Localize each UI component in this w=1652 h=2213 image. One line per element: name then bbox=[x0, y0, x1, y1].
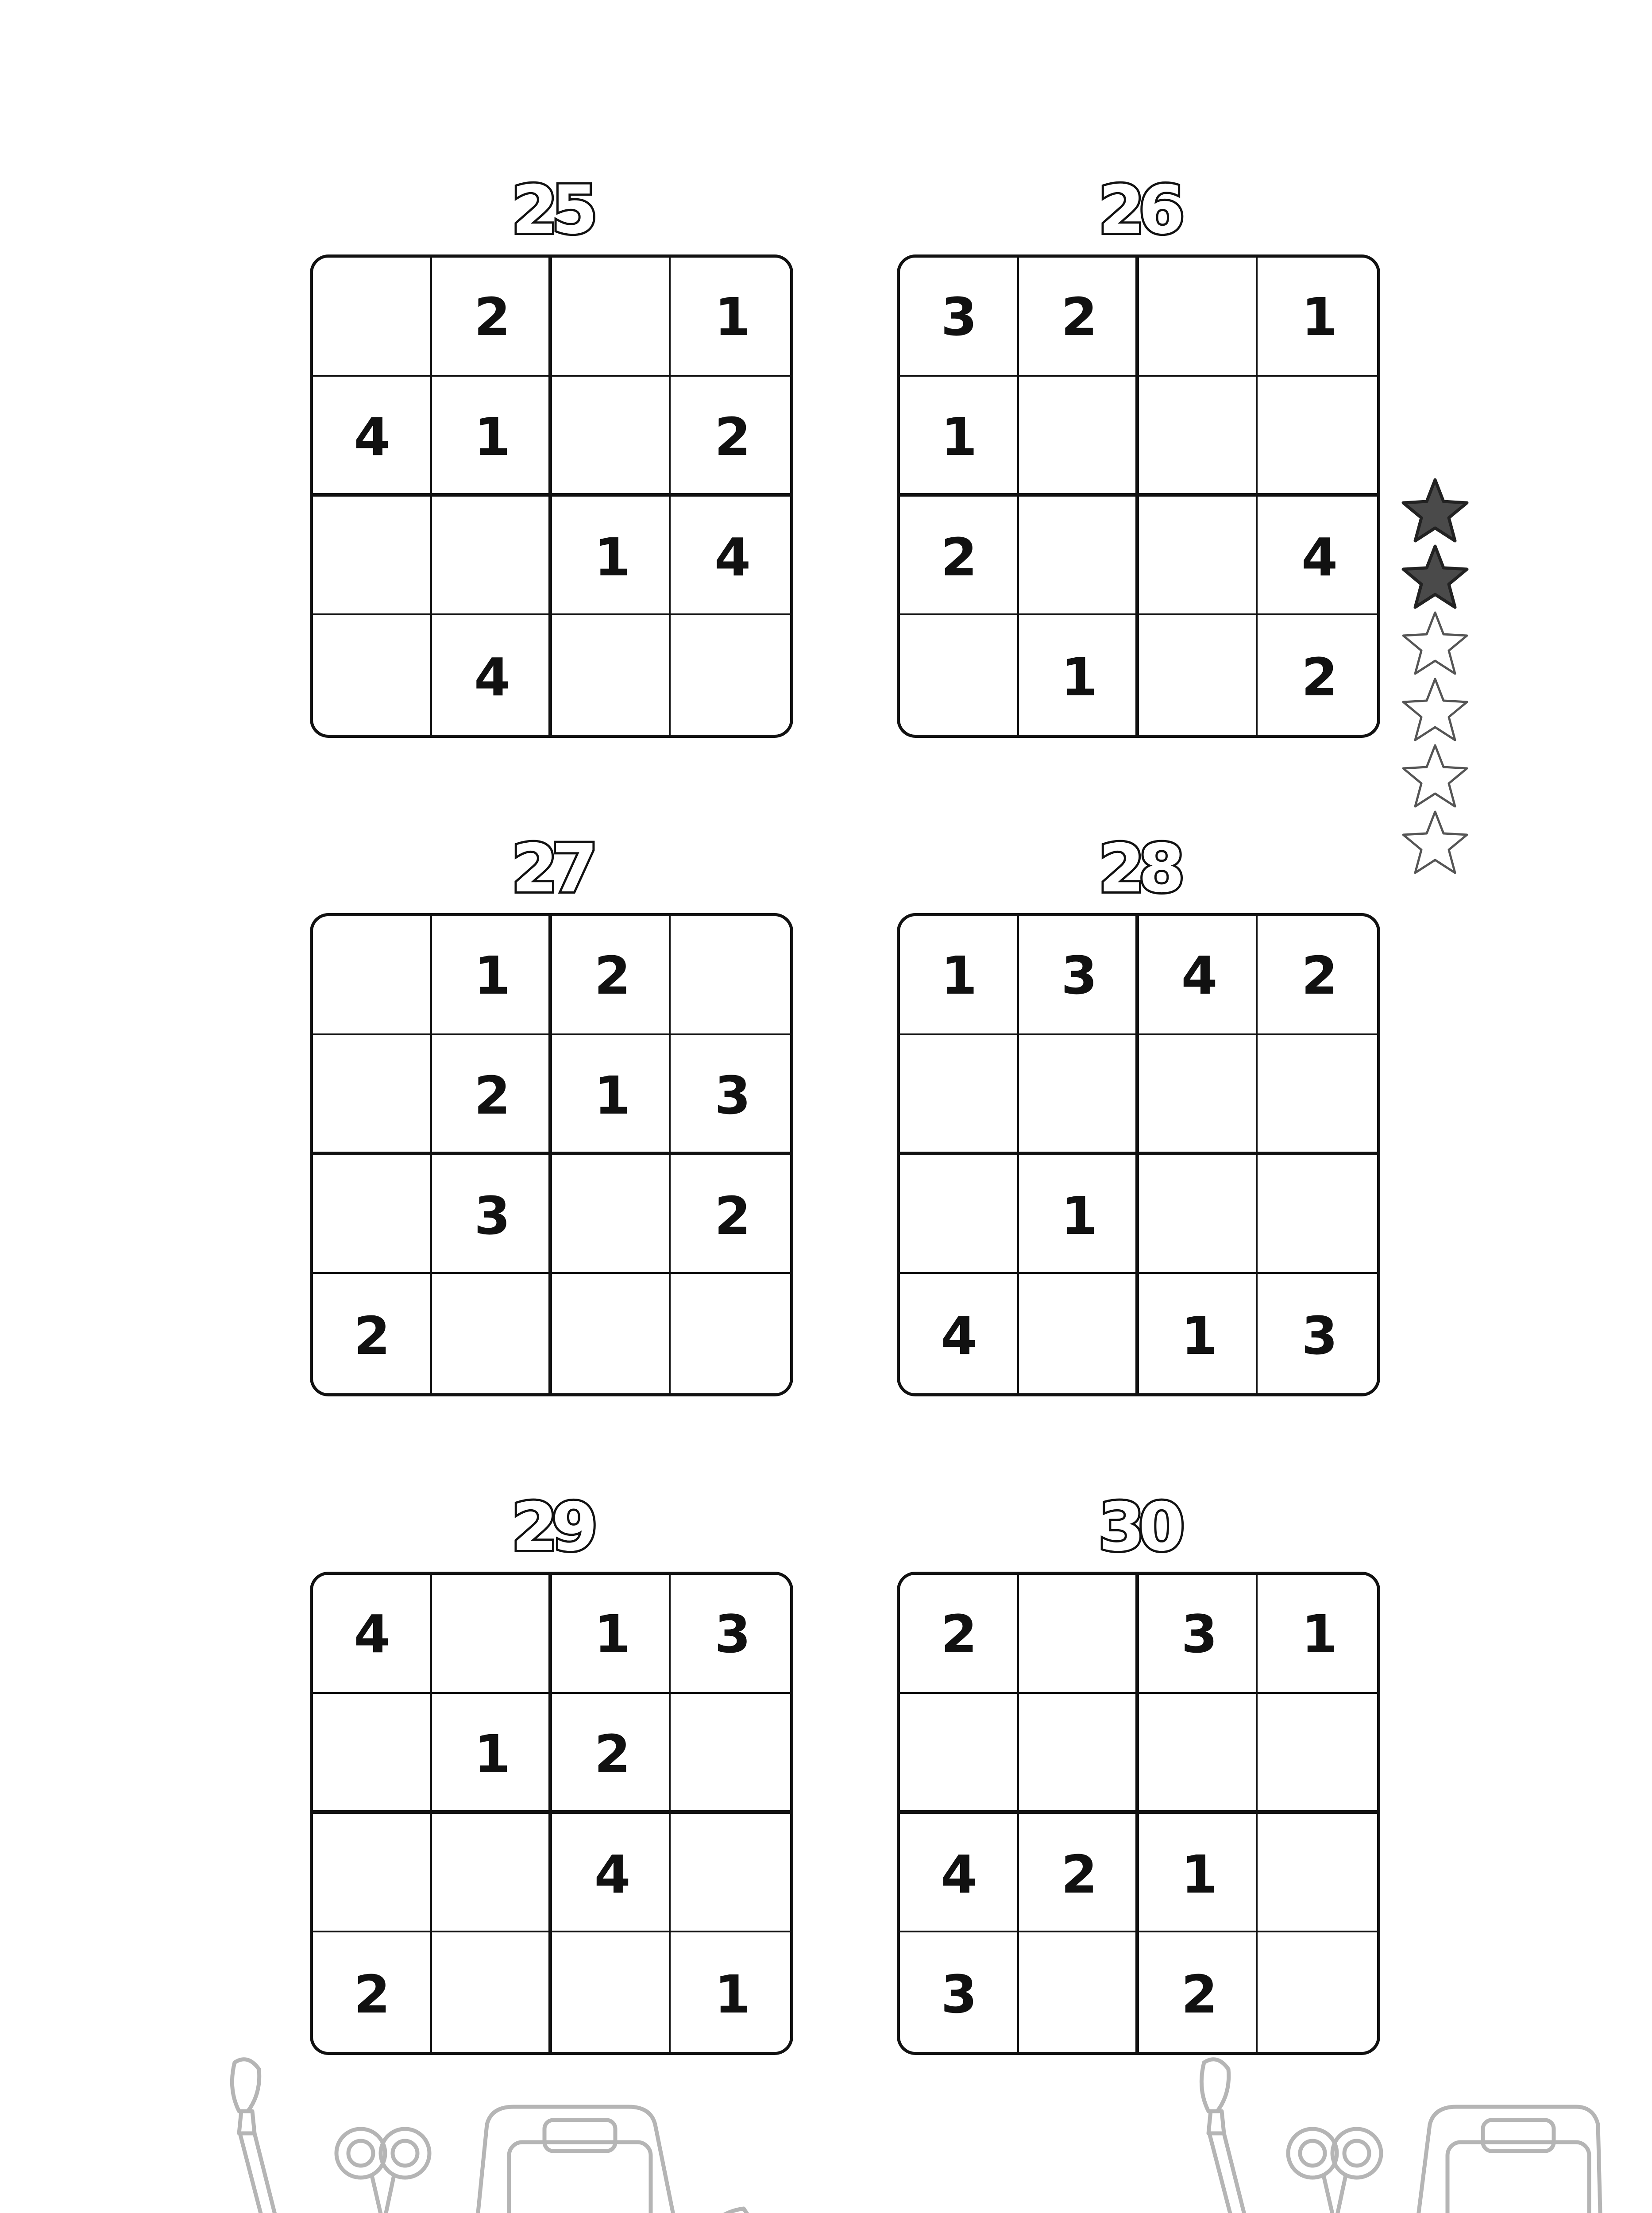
star-filled-icon bbox=[1400, 544, 1471, 610]
grid-line bbox=[900, 1152, 1380, 1155]
grid-line bbox=[669, 1575, 671, 2055]
grid-cell[interactable] bbox=[1019, 1276, 1140, 1396]
grid-cell[interactable]: 2 bbox=[354, 1964, 390, 2025]
star-empty-icon bbox=[1400, 676, 1471, 743]
grid-line bbox=[313, 375, 793, 377]
difficulty-rating bbox=[1400, 477, 1475, 875]
grid-cell[interactable] bbox=[899, 617, 1019, 738]
grid-cell[interactable]: 4 bbox=[941, 1843, 977, 1905]
grid-cell[interactable]: 1 bbox=[714, 286, 751, 347]
grid-line bbox=[1017, 258, 1019, 738]
grid-cell[interactable] bbox=[552, 377, 673, 497]
grid-line bbox=[900, 1810, 1380, 1814]
grid-cell[interactable] bbox=[312, 1035, 432, 1156]
grid-cell[interactable] bbox=[672, 617, 793, 738]
grid-line bbox=[1135, 258, 1139, 738]
grid-cell[interactable] bbox=[899, 1035, 1019, 1156]
grid-cell[interactable]: 2 bbox=[714, 1185, 751, 1246]
grid-line bbox=[313, 493, 793, 497]
grid-cell[interactable] bbox=[312, 256, 432, 377]
backpack-icon bbox=[469, 2107, 691, 2213]
grid-line bbox=[313, 1810, 793, 1814]
grid-cell[interactable]: 1 bbox=[594, 1603, 631, 1665]
grid-cell[interactable]: 1 bbox=[474, 945, 511, 1006]
grid-cell[interactable] bbox=[672, 1694, 793, 1815]
grid-cell[interactable]: 4 bbox=[714, 526, 751, 588]
grid-line bbox=[900, 1033, 1380, 1035]
grid-cell[interactable] bbox=[432, 1814, 553, 1935]
grid-cell[interactable] bbox=[552, 1155, 673, 1276]
grid-line bbox=[430, 1575, 432, 2055]
scissors-icon bbox=[336, 2129, 429, 2213]
grid-cell[interactable] bbox=[312, 1155, 432, 1276]
grid-line bbox=[900, 1272, 1380, 1274]
grid-cell[interactable]: 1 bbox=[1181, 1305, 1218, 1366]
grid-cell[interactable]: 4 bbox=[354, 406, 390, 467]
star-empty-icon bbox=[1400, 809, 1471, 875]
star-filled-icon bbox=[1400, 477, 1471, 544]
grid-line bbox=[1135, 916, 1139, 1396]
sudoku-grid bbox=[310, 913, 793, 1396]
scissors-icon-2 bbox=[1288, 2129, 1381, 2213]
grid-line bbox=[430, 258, 432, 738]
grid-cell[interactable] bbox=[899, 1694, 1019, 1815]
grid-cell[interactable] bbox=[432, 1573, 553, 1694]
grid-line bbox=[900, 493, 1380, 497]
grid-cell[interactable]: 1 bbox=[941, 406, 977, 467]
grid-cell[interactable] bbox=[1139, 1694, 1260, 1815]
grid-cell[interactable]: 3 bbox=[1301, 1305, 1338, 1366]
grid-line bbox=[313, 613, 793, 615]
grid-cell[interactable] bbox=[312, 1694, 432, 1815]
grid-line bbox=[1135, 1575, 1139, 2055]
sudoku-grid bbox=[897, 1572, 1380, 2055]
grid-cell[interactable]: 3 bbox=[941, 1964, 977, 2025]
grid-cell[interactable] bbox=[1259, 1814, 1380, 1935]
grid-cell[interactable] bbox=[1019, 377, 1140, 497]
grid-line bbox=[900, 375, 1380, 377]
grid-cell[interactable] bbox=[312, 617, 432, 738]
grid-cell[interactable] bbox=[672, 1814, 793, 1935]
grid-cell[interactable]: 1 bbox=[594, 526, 631, 588]
grid-cell[interactable]: 1 bbox=[474, 406, 511, 467]
grid-line bbox=[900, 1931, 1380, 1932]
grid-cell[interactable] bbox=[312, 915, 432, 1036]
grid-line bbox=[669, 916, 671, 1396]
grid-cell[interactable]: 2 bbox=[1061, 1843, 1098, 1905]
star-empty-icon bbox=[1400, 610, 1471, 676]
grid-cell[interactable]: 2 bbox=[594, 945, 631, 1006]
grid-cell[interactable]: 1 bbox=[594, 1065, 631, 1126]
puzzle-number: 27 bbox=[511, 830, 592, 907]
grid-cell[interactable] bbox=[552, 617, 673, 738]
grid-line bbox=[313, 1152, 793, 1155]
grid-cell[interactable]: 2 bbox=[941, 526, 977, 588]
grid-cell[interactable] bbox=[1259, 1035, 1380, 1156]
grid-cell[interactable] bbox=[1139, 377, 1260, 497]
grid-cell[interactable]: 4 bbox=[1181, 945, 1218, 1006]
grid-cell[interactable]: 3 bbox=[714, 1065, 751, 1126]
sudoku-grid bbox=[897, 913, 1380, 1396]
grid-cell[interactable]: 3 bbox=[1061, 945, 1098, 1006]
grid-cell[interactable] bbox=[1139, 256, 1260, 377]
grid-line bbox=[430, 916, 432, 1396]
sudoku-grid bbox=[897, 254, 1380, 738]
grid-cell[interactable] bbox=[552, 1934, 673, 2055]
grid-line bbox=[313, 1033, 793, 1035]
grid-cell[interactable]: 2 bbox=[714, 406, 751, 467]
grid-line bbox=[548, 916, 552, 1396]
grid-cell[interactable] bbox=[312, 1814, 432, 1935]
puzzle-number: 28 bbox=[1098, 830, 1179, 907]
grid-cell[interactable] bbox=[1259, 1934, 1380, 2055]
paintbrush-icon bbox=[232, 2059, 297, 2213]
puzzle-number: 29 bbox=[511, 1489, 592, 1566]
grid-cell[interactable] bbox=[432, 497, 553, 617]
grid-cell[interactable]: 3 bbox=[714, 1603, 751, 1665]
grid-cell[interactable]: 2 bbox=[1181, 1964, 1218, 2025]
grid-cell[interactable]: 2 bbox=[1301, 647, 1338, 708]
grid-cell[interactable] bbox=[672, 915, 793, 1036]
grid-cell[interactable] bbox=[1019, 1934, 1140, 2055]
grid-cell[interactable] bbox=[1019, 1035, 1140, 1156]
grid-cell[interactable] bbox=[1139, 1155, 1260, 1276]
paintbrush-icon-2 bbox=[1201, 2059, 1266, 2213]
star-empty-icon bbox=[1400, 743, 1471, 809]
sudoku-grid bbox=[310, 254, 793, 738]
grid-cell[interactable]: 1 bbox=[714, 1964, 751, 2025]
grid-cell[interactable]: 4 bbox=[474, 647, 511, 708]
grid-cell[interactable] bbox=[1019, 1573, 1140, 1694]
grid-cell[interactable] bbox=[312, 497, 432, 617]
grid-line bbox=[1256, 1575, 1258, 2055]
grid-cell[interactable] bbox=[1019, 497, 1140, 617]
grid-cell[interactable] bbox=[432, 1934, 553, 2055]
grid-cell[interactable]: 2 bbox=[354, 1305, 390, 1366]
grid-cell[interactable]: 1 bbox=[1301, 286, 1338, 347]
grid-cell[interactable]: 1 bbox=[1061, 1185, 1098, 1246]
grid-cell[interactable]: 1 bbox=[1181, 1843, 1218, 1905]
grid-line bbox=[313, 1931, 793, 1932]
grid-cell[interactable] bbox=[1019, 1694, 1140, 1815]
grid-cell[interactable]: 1 bbox=[941, 945, 977, 1006]
grid-cell[interactable]: 4 bbox=[941, 1305, 977, 1366]
puzzle-number: 30 bbox=[1098, 1489, 1179, 1566]
grid-cell[interactable]: 2 bbox=[1061, 286, 1098, 347]
grid-line bbox=[548, 258, 552, 738]
grid-cell[interactable] bbox=[552, 256, 673, 377]
grid-cell[interactable] bbox=[1139, 617, 1260, 738]
grid-cell[interactable]: 2 bbox=[474, 286, 511, 347]
grid-cell[interactable]: 2 bbox=[1301, 945, 1338, 1006]
grid-line bbox=[1017, 1575, 1019, 2055]
grid-cell[interactable] bbox=[672, 1276, 793, 1396]
grid-line bbox=[1256, 258, 1258, 738]
puzzle-number: 26 bbox=[1098, 172, 1179, 249]
grid-cell[interactable] bbox=[1259, 1155, 1380, 1276]
grid-cell[interactable]: 3 bbox=[474, 1185, 511, 1246]
backpack-icon-2 bbox=[1408, 2107, 1602, 2213]
grid-cell[interactable]: 1 bbox=[474, 1723, 511, 1785]
grid-cell[interactable]: 4 bbox=[594, 1843, 631, 1905]
grid-line bbox=[1017, 916, 1019, 1396]
grid-cell[interactable]: 2 bbox=[941, 1603, 977, 1665]
grid-line bbox=[669, 258, 671, 738]
grid-line bbox=[548, 1575, 552, 2055]
puzzle-number: 25 bbox=[511, 172, 592, 249]
grid-cell[interactable]: 1 bbox=[1061, 647, 1098, 708]
sudoku-grid bbox=[310, 1572, 793, 2055]
grid-cell[interactable] bbox=[1259, 377, 1380, 497]
grid-cell[interactable] bbox=[432, 1276, 553, 1396]
grid-cell[interactable] bbox=[552, 1276, 673, 1396]
grid-cell[interactable]: 1 bbox=[1301, 1603, 1338, 1665]
grid-line bbox=[313, 1692, 793, 1694]
school-supplies-decoration bbox=[0, 2045, 1652, 2213]
grid-line bbox=[900, 1692, 1380, 1694]
grid-cell[interactable] bbox=[1139, 497, 1260, 617]
grid-cell[interactable] bbox=[899, 1155, 1019, 1276]
grid-line bbox=[900, 613, 1380, 615]
grid-cell[interactable] bbox=[1259, 1694, 1380, 1815]
grid-cell[interactable]: 4 bbox=[1301, 526, 1338, 588]
grid-cell[interactable]: 3 bbox=[941, 286, 977, 347]
stapler-icon bbox=[691, 2209, 788, 2213]
grid-cell[interactable]: 2 bbox=[594, 1723, 631, 1785]
grid-cell[interactable]: 2 bbox=[474, 1065, 511, 1126]
grid-cell[interactable]: 3 bbox=[1181, 1603, 1218, 1665]
grid-line bbox=[1256, 916, 1258, 1396]
grid-line bbox=[313, 1272, 793, 1274]
grid-cell[interactable]: 4 bbox=[354, 1603, 390, 1665]
grid-cell[interactable] bbox=[1139, 1035, 1260, 1156]
